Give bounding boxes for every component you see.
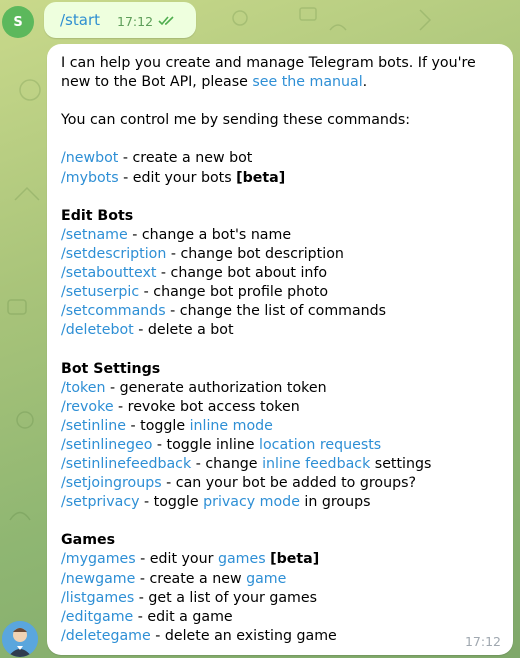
beta-tag: [beta] xyxy=(270,551,320,568)
command-description: - toggle xyxy=(126,417,190,434)
edit-bots-command-item xyxy=(61,264,499,283)
command-link-setabouttext[interactable]: /setabouttext xyxy=(61,265,157,282)
description-link[interactable]: privacy mode xyxy=(203,494,300,511)
command-link-setcommands[interactable]: /setcommands xyxy=(61,303,166,320)
command-description: - change xyxy=(191,455,263,472)
command-link-mybots[interactable]: /mybots xyxy=(61,169,119,186)
command-description: - toggle inline xyxy=(152,436,260,453)
command-description: - change the list of commands xyxy=(165,303,387,320)
description-link[interactable]: inline mode xyxy=(189,417,273,434)
bot-settings-command-item xyxy=(61,379,499,398)
command-link-deletegame[interactable]: /deletegame xyxy=(61,627,151,644)
intro-part2: . xyxy=(362,74,368,91)
command-description: - change a bot's name xyxy=(127,226,292,243)
intro-text xyxy=(61,54,499,92)
command-link-setuserpic[interactable]: /setuserpic xyxy=(61,284,140,301)
description-link[interactable]: game xyxy=(246,570,287,587)
edit-bots-command-item xyxy=(61,302,499,321)
command-link-setname[interactable]: /setname xyxy=(61,226,128,243)
section-title-bot-settings: Bot Settings xyxy=(61,360,161,377)
section-title-edit-bots: Edit Bots xyxy=(61,207,134,224)
user-avatar-initial: S xyxy=(13,14,23,30)
outgoing-message-text: /start xyxy=(60,11,100,29)
read-double-check-icon xyxy=(158,15,176,26)
bot-help-message[interactable] xyxy=(47,44,513,655)
edit-bots-command-item xyxy=(61,321,499,340)
description-link[interactable]: location requests xyxy=(259,436,382,453)
beta-tag: [beta] xyxy=(236,169,286,186)
command-link-mygames[interactable]: /mygames xyxy=(61,551,136,568)
command-link-deletebot[interactable]: /deletebot xyxy=(61,322,134,339)
manual-link[interactable]: see the manual xyxy=(252,74,363,91)
command-link-setjoingroups[interactable]: /setjoingroups xyxy=(61,475,162,492)
user-avatar[interactable] xyxy=(2,6,34,38)
command-link-revoke[interactable]: /revoke xyxy=(61,398,114,415)
command-link-newbot[interactable]: /newbot xyxy=(61,150,119,167)
intro-part1: I can help you create and manage Telegram bots. If you're new to the Bot API, please xyxy=(61,55,476,91)
bot-settings-command-item xyxy=(61,455,499,474)
bot-settings-command-item xyxy=(61,398,499,417)
command-link-setinlinegeo[interactable]: /setinlinegeo xyxy=(61,436,153,453)
command-description: - delete a bot xyxy=(133,322,234,339)
games-command-item xyxy=(61,550,499,569)
bot-settings-command-item xyxy=(61,474,499,493)
command-description: - generate authorization token xyxy=(105,379,327,396)
bot-avatar-image-icon xyxy=(2,621,38,657)
edit-bots-command-item xyxy=(61,283,499,302)
control-text: You can control me by sending these commands: xyxy=(61,112,411,129)
command-description: - create a new bot xyxy=(118,150,253,167)
description-suffix: in groups xyxy=(299,494,371,511)
bot-settings-command-item xyxy=(61,493,499,512)
bot-settings-command-item xyxy=(61,436,499,455)
command-description: - change bot about info xyxy=(156,265,328,282)
command-description: - edit a game xyxy=(133,608,233,625)
command-description: - can your bot be added to groups? xyxy=(161,475,417,492)
incoming-message-time: 17:12 xyxy=(464,634,501,649)
description-suffix: settings xyxy=(370,455,432,472)
command-link-setprivacy[interactable]: /setprivacy xyxy=(61,494,140,511)
edit-bots-command-item xyxy=(61,245,499,264)
command-description: - create a new xyxy=(135,570,247,587)
section-title-games: Games xyxy=(61,532,116,549)
command-description: - change bot description xyxy=(166,245,344,262)
description-link[interactable]: games xyxy=(217,551,266,568)
command-link-token[interactable]: /token xyxy=(61,379,106,396)
command-description: - edit your xyxy=(135,551,218,568)
command-description: - edit your bots xyxy=(118,169,237,186)
general-command-item xyxy=(61,149,499,168)
command-link-setinline[interactable]: /setinline xyxy=(61,417,127,434)
description-link[interactable]: inline feedback xyxy=(262,455,371,472)
command-link-editgame[interactable]: /editgame xyxy=(61,608,134,625)
edit-bots-command-item xyxy=(61,226,499,245)
command-link-newgame[interactable]: /newgame xyxy=(61,570,136,587)
outgoing-message-time: 17:12 xyxy=(117,14,154,29)
bot-settings-command-item xyxy=(61,417,499,436)
command-description: - change bot profile photo xyxy=(139,284,329,301)
command-description: - get a list of your games xyxy=(134,589,317,606)
outgoing-message[interactable] xyxy=(44,2,196,38)
command-link-setinlinefeedback[interactable]: /setinlinefeedback xyxy=(61,455,192,472)
games-command-item xyxy=(61,589,499,608)
command-link-listgames[interactable]: /listgames xyxy=(61,589,135,606)
games-command-item xyxy=(61,627,499,646)
command-description: - revoke bot access token xyxy=(113,398,300,415)
general-command-item xyxy=(61,169,499,188)
bot-avatar[interactable] xyxy=(2,621,38,657)
games-command-item xyxy=(61,570,499,589)
command-link-setdescription[interactable]: /setdescription xyxy=(61,245,167,262)
command-description: - toggle xyxy=(139,494,204,511)
games-command-item xyxy=(61,608,499,627)
command-description: - delete an existing game xyxy=(150,627,337,644)
